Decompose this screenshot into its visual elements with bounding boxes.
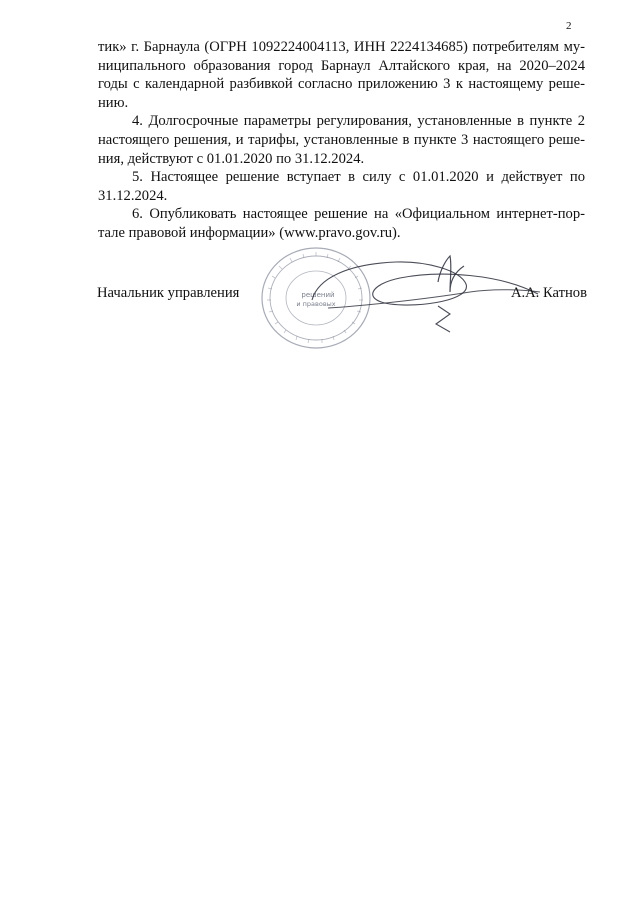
text-line: тик» г. Барнаула (ОГРН 1092224004113, ИНН 2224134685) потребителям му- [98, 39, 585, 55]
signer-position: Начальник управления [97, 285, 240, 301]
text-line: 31.12.2024. [98, 187, 168, 204]
text-line: годы с календарной разбивкой согласно приложению 3 к настоящему реше- [98, 76, 585, 93]
text-line: 4. Долгосрочные параметры регулирования, установленные в пункте 2 [132, 113, 585, 130]
paragraph-continuation [98, 38, 585, 112]
page-number: 2 [566, 20, 572, 32]
text-line: ния, действуют с 01.01.2020 по 31.12.2024. [98, 150, 365, 167]
paragraph-item-4 [98, 112, 585, 168]
text-line: 5. Настоящее решение вступает в силу с 01.01.2020 и действует по [132, 169, 585, 186]
text-line: ниципального образования город Барнаул Алтайского края, на 2020–2024 [98, 57, 585, 74]
paragraph-item-6 [98, 205, 585, 242]
paragraph-item-5 [98, 168, 585, 205]
signer-name: А.А. Катнов [510, 285, 587, 301]
text-line: настоящего решения, и тарифы, установленные в пункте 3 настоящего реше- [98, 131, 585, 148]
stamp-inner-text: и правовых [296, 300, 336, 308]
text-line: нию. [98, 94, 129, 111]
text-line: 6. Опубликовать настоящее решение на «Официальном интернет-пор- [132, 206, 585, 223]
handwritten-signature [300, 248, 540, 340]
document-body [98, 38, 585, 243]
stamp-inner-text: решений [301, 291, 335, 299]
text-line: тале правовой информации» (www.pravo.gov.ru). [98, 224, 401, 241]
